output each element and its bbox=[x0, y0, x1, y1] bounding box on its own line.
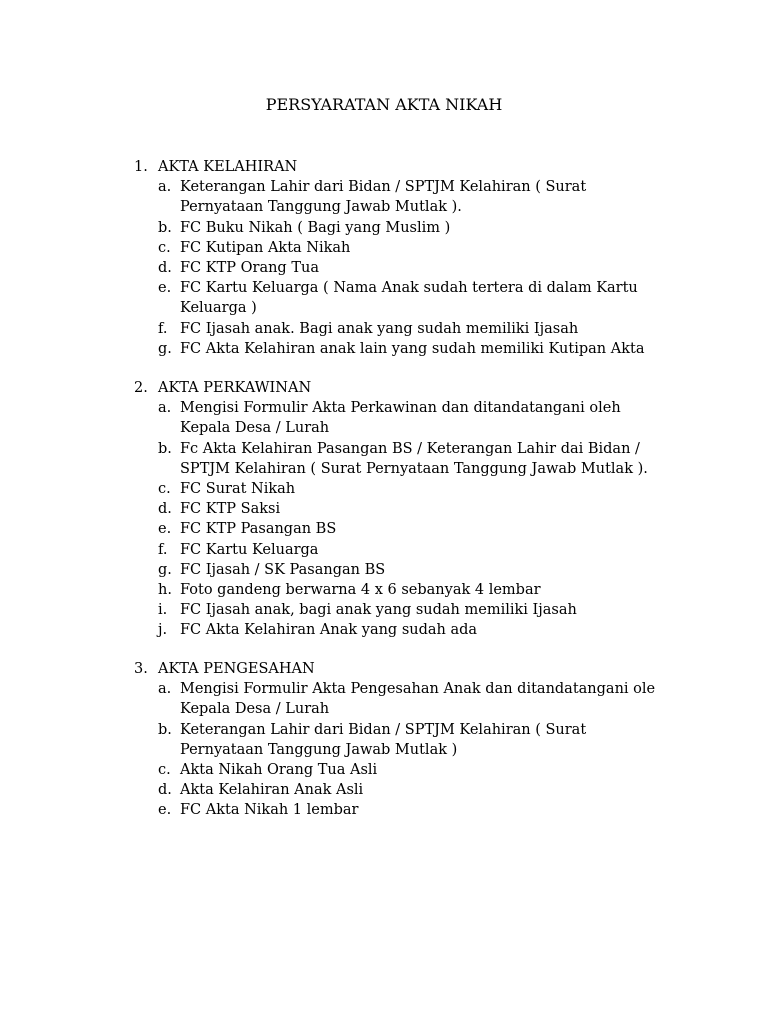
item-letter: g. bbox=[158, 340, 172, 357]
list-item bbox=[134, 319, 694, 339]
item-text-line: SPTJM Kelahiran ( Surat Pernyataan Tanggung Jawab Mutlak ). bbox=[180, 460, 648, 477]
item-letter: f. bbox=[158, 320, 168, 337]
item-text-line: Keluarga ) bbox=[180, 300, 257, 317]
list-item bbox=[134, 439, 694, 479]
item-text bbox=[180, 218, 694, 238]
item-letter: d. bbox=[158, 260, 172, 276]
item-letter: d. bbox=[158, 501, 172, 518]
list-item bbox=[134, 177, 694, 217]
item-text-line: FC Akta Nikah 1 lembar bbox=[180, 802, 359, 819]
item-text-line: Kepala Desa / Lurah bbox=[180, 701, 330, 718]
item-text-line: FC Kartu Keluarga ( Nama Anak sudah tertera di dalam Kartu bbox=[180, 280, 638, 297]
item-text bbox=[180, 580, 694, 600]
item-text-line: FC Ijasah / SK Pasangan BS bbox=[180, 561, 386, 578]
document-title: PERSYARATAN AKTA NIKAH bbox=[265, 95, 503, 114]
section-heading bbox=[134, 659, 694, 679]
item-letter: f. bbox=[158, 541, 168, 558]
list-item bbox=[134, 339, 694, 359]
section-heading bbox=[134, 157, 694, 177]
item-letter: a. bbox=[158, 179, 172, 196]
list-item bbox=[134, 519, 694, 539]
item-text-line: FC Kutipan Akta Nikah bbox=[180, 239, 351, 256]
item-text bbox=[180, 720, 694, 760]
item-text bbox=[180, 800, 694, 820]
list-item bbox=[134, 479, 694, 499]
item-text bbox=[180, 339, 694, 359]
item-text bbox=[180, 540, 694, 560]
list-item bbox=[134, 258, 694, 278]
section-title: AKTA KELAHIRAN bbox=[158, 159, 298, 175]
item-letter: d. bbox=[158, 782, 172, 799]
item-text bbox=[180, 499, 694, 519]
item-text bbox=[180, 780, 694, 800]
item-text-line: Fc Akta Kelahiran Pasangan BS / Keterangan Lahir dai Bidan / bbox=[180, 440, 640, 457]
item-text-line: Pernyataan Tanggung Jawab Mutlak ) bbox=[180, 741, 458, 758]
list-item bbox=[134, 278, 694, 318]
item-letter: i. bbox=[158, 602, 168, 619]
item-letter: b. bbox=[158, 219, 172, 236]
section-number: 3. bbox=[134, 661, 148, 677]
item-text bbox=[180, 620, 694, 640]
list-item bbox=[134, 540, 694, 560]
item-text-line: Foto gandeng berwarna 4 x 6 sebanyak 4 lembar bbox=[180, 582, 541, 599]
list-item bbox=[134, 238, 694, 258]
requirement-list bbox=[134, 679, 694, 820]
item-text-line: FC Akta Kelahiran anak lain yang sudah memiliki Kutipan Akta bbox=[180, 340, 645, 357]
list-item bbox=[134, 580, 694, 600]
item-text-line: Akta Nikah Orang Tua Asli bbox=[180, 762, 378, 778]
list-item bbox=[134, 720, 694, 760]
list-item bbox=[134, 760, 694, 780]
section-akta-perkawinan bbox=[134, 378, 694, 641]
item-text bbox=[180, 600, 694, 620]
section-title: AKTA PERKAWINAN bbox=[158, 380, 312, 396]
section-number: 2. bbox=[134, 380, 148, 396]
item-letter: c. bbox=[158, 239, 171, 256]
item-text-line: FC KTP Saksi bbox=[180, 501, 281, 518]
item-text bbox=[180, 439, 694, 479]
item-letter: h. bbox=[158, 582, 172, 599]
item-text-line: FC Kartu Keluarga bbox=[180, 541, 319, 558]
list-item bbox=[134, 600, 694, 620]
list-item bbox=[134, 780, 694, 800]
item-letter: a. bbox=[158, 681, 172, 698]
item-text-line: FC KTP Pasangan BS bbox=[180, 521, 337, 538]
item-letter: j. bbox=[158, 622, 168, 639]
item-text bbox=[180, 278, 694, 318]
item-text-line: Akta Kelahiran Anak Asli bbox=[180, 782, 364, 799]
item-text bbox=[180, 679, 694, 719]
item-letter: c. bbox=[158, 481, 171, 497]
section-akta-kelahiran bbox=[134, 157, 694, 359]
item-text-line: Pernyataan Tanggung Jawab Mutlak ). bbox=[180, 199, 462, 216]
item-text-line: FC Surat Nikah bbox=[180, 481, 296, 497]
item-text bbox=[180, 479, 694, 499]
item-text-line: FC KTP Orang Tua bbox=[180, 260, 319, 276]
item-letter: e. bbox=[158, 521, 172, 538]
section-number: 1. bbox=[134, 159, 148, 175]
list-item bbox=[134, 620, 694, 640]
list-item bbox=[134, 218, 694, 238]
list-item bbox=[134, 679, 694, 719]
section-title: AKTA PENGESAHAN bbox=[158, 661, 315, 677]
item-text bbox=[180, 398, 694, 438]
item-text bbox=[180, 258, 694, 278]
list-item bbox=[134, 800, 694, 820]
list-item bbox=[134, 560, 694, 580]
item-letter: a. bbox=[158, 400, 172, 417]
item-text bbox=[180, 238, 694, 258]
item-text bbox=[180, 560, 694, 580]
item-text-line: Kepala Desa / Lurah bbox=[180, 420, 330, 437]
item-text-line: Mengisi Formulir Akta Perkawinan dan ditandatangani oleh bbox=[180, 400, 621, 417]
item-text-line: Keterangan Lahir dari Bidan / SPTJM Kelahiran ( Surat bbox=[180, 721, 587, 738]
list-item bbox=[134, 398, 694, 438]
item-text-line: Keterangan Lahir dari Bidan / SPTJM Kelahiran ( Surat bbox=[180, 179, 587, 196]
item-letter: g. bbox=[158, 561, 172, 578]
section-akta-pengesahan bbox=[134, 659, 694, 821]
item-letter: c. bbox=[158, 762, 171, 778]
item-text bbox=[180, 519, 694, 539]
item-letter: e. bbox=[158, 802, 172, 819]
item-letter: e. bbox=[158, 280, 172, 297]
item-text-line: FC Ijasah anak, bagi anak yang sudah memiliki Ijasah bbox=[180, 602, 577, 619]
item-letter: b. bbox=[158, 440, 172, 457]
item-text-line: FC Akta Kelahiran Anak yang sudah ada bbox=[180, 622, 478, 639]
item-text bbox=[180, 760, 694, 780]
item-text-line: Mengisi Formulir Akta Pengesahan Anak dan ditandatangani ole bbox=[180, 681, 656, 698]
item-text-line: FC Buku Nikah ( Bagi yang Muslim ) bbox=[180, 219, 451, 236]
list-item bbox=[134, 499, 694, 519]
section-heading bbox=[134, 378, 694, 398]
item-text bbox=[180, 177, 694, 217]
requirement-list bbox=[134, 177, 694, 359]
item-text bbox=[180, 319, 694, 339]
requirement-list bbox=[134, 398, 694, 640]
item-text-line: FC Ijasah anak. Bagi anak yang sudah memiliki Ijasah bbox=[180, 320, 579, 337]
item-letter: b. bbox=[158, 721, 172, 738]
